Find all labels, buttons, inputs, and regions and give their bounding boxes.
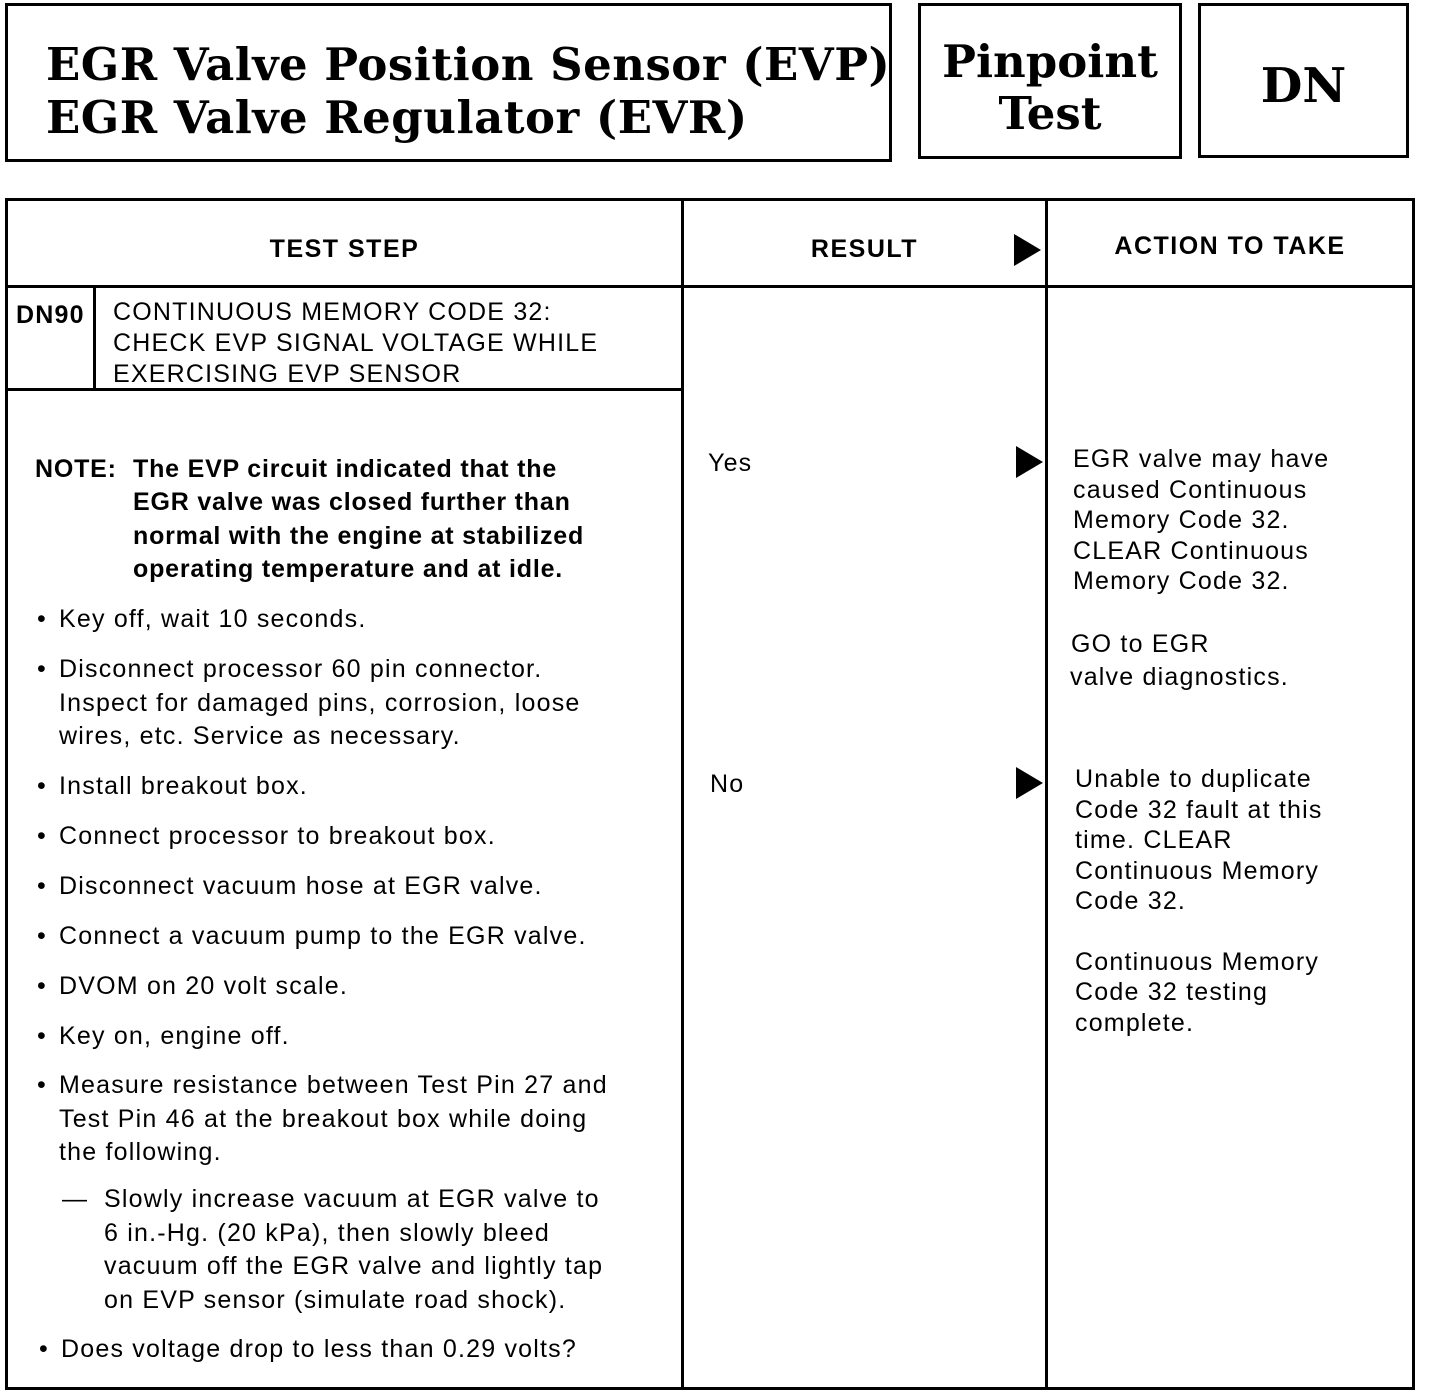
action-line: Continuous Memory: [1075, 856, 1320, 885]
bullet-mark: •: [39, 1335, 49, 1363]
bullet-text: Key on, engine off.: [59, 1022, 290, 1050]
action-line: Memory Code 32.: [1073, 506, 1290, 534]
bullet-mark: •: [37, 605, 47, 633]
action-line: valve diagnostics.: [1070, 663, 1289, 691]
bullet-text: DVOM on 20 volt scale.: [59, 972, 349, 1000]
bullet-text: Measure resistance between Test Pin 27 and: [59, 1071, 608, 1099]
note-label: NOTE:: [35, 455, 117, 483]
action-line: GO to EGR: [1071, 629, 1210, 658]
action-line: caused Continuous: [1073, 475, 1308, 504]
bullet-text: Connect processor to breakout box.: [59, 822, 496, 850]
action-line: CLEAR Continuous: [1073, 536, 1309, 565]
action-line: EGR valve may have: [1073, 445, 1330, 473]
step-title-line-1: CONTINUOUS MEMORY CODE 32:: [113, 298, 552, 326]
pinpoint-line-1: Pinpoint: [942, 35, 1158, 88]
bullet-text: Inspect for damaged pins, corrosion, loose: [59, 688, 581, 717]
bullet-text: Key off, wait 10 seconds.: [59, 605, 367, 633]
note-line-3: normal with the engine at stabilized: [133, 522, 585, 550]
note-line-2: EGR valve was closed further than: [133, 488, 571, 516]
no-arrow-icon: [1016, 767, 1043, 799]
title-box: [5, 3, 892, 162]
bullet-mark: •: [37, 872, 47, 900]
action-line: Continuous Memory: [1075, 947, 1320, 976]
bullet-text: Disconnect processor 60 pin connector.: [59, 655, 543, 683]
bullet-mark: •: [37, 822, 47, 850]
yes-arrow-icon: [1016, 446, 1043, 478]
bullet-text: Test Pin 46 at the breakout box while doing: [59, 1104, 588, 1133]
step-title-line-2: CHECK EVP SIGNAL VOLTAGE WHILE: [113, 329, 599, 357]
bullet-mark: •: [37, 1022, 47, 1050]
bullet-mark: •: [37, 972, 47, 1000]
step-id: DN90: [16, 301, 85, 329]
test-code-box: [1198, 3, 1409, 158]
bullet-text: Disconnect vacuum hose at EGR valve.: [59, 872, 543, 900]
result-arrow-icon: [1014, 234, 1041, 266]
step-title-line-3: EXERCISING EVP SENSOR: [113, 360, 462, 388]
header-divider: [8, 285, 1412, 288]
title-line-1: EGR Valve Position Sensor (EVP): [46, 38, 891, 91]
bullet-text: Install breakout box.: [59, 772, 308, 800]
sub-step-text: on EVP sensor (simulate road shock).: [104, 1285, 567, 1314]
pinpoint-test-box: [918, 3, 1182, 159]
sub-step-mark: —: [62, 1185, 89, 1213]
action-line: Code 32 testing: [1075, 978, 1269, 1006]
sub-step-text: Slowly increase vacuum at EGR valve to: [104, 1185, 600, 1213]
test-code: DN: [1260, 58, 1347, 114]
action-line: Code 32.: [1075, 887, 1187, 915]
bullet-text: Connect a vacuum pump to the EGR valve.: [59, 922, 587, 950]
bullet-text: the following.: [59, 1138, 222, 1166]
action-line: Code 32 fault at this: [1075, 795, 1323, 824]
action-line: time. CLEAR: [1075, 826, 1233, 854]
bullet-mark: •: [37, 772, 47, 800]
bullet-mark: •: [37, 655, 47, 683]
pinpoint-line-2: Test: [998, 87, 1102, 140]
column-header-result: RESULT: [810, 235, 919, 263]
action-line: complete.: [1075, 1008, 1195, 1037]
test-table: [5, 198, 1415, 1390]
action-line: Unable to duplicate: [1075, 765, 1312, 793]
divider-step-result: [681, 201, 684, 1387]
result-no: No: [710, 770, 745, 798]
action-yes: [1070, 444, 1330, 693]
sub-step-text: vacuum off the EGR valve and lightly tap: [104, 1252, 604, 1280]
bullet-mark: •: [37, 922, 47, 950]
action-spacer: [1075, 917, 1323, 947]
divider-result-action: [1045, 201, 1048, 1387]
sub-step-text: 6 in.-Hg. (20 kPa), then slowly bleed: [104, 1218, 550, 1247]
column-header-action: ACTION TO TAKE: [1114, 232, 1346, 260]
action-no: [1075, 764, 1323, 1038]
step-id-divider: [93, 287, 96, 390]
note-line-1: The EVP circuit indicated that the: [133, 455, 558, 483]
action-line: Memory Code 32.: [1073, 567, 1290, 595]
bullet-text: Does voltage drop to less than 0.29 volts?: [61, 1335, 577, 1363]
bullet-text: wires, etc. Service as necessary.: [59, 722, 461, 750]
result-yes: Yes: [708, 449, 753, 477]
note-line-4: operating temperature and at idle.: [133, 555, 564, 583]
action-spacer: [1073, 597, 1329, 629]
title-line-2: EGR Valve Regulator (EVR): [46, 91, 748, 144]
column-header-test-step: TEST STEP: [269, 235, 420, 263]
bullet-mark: •: [37, 1071, 47, 1099]
